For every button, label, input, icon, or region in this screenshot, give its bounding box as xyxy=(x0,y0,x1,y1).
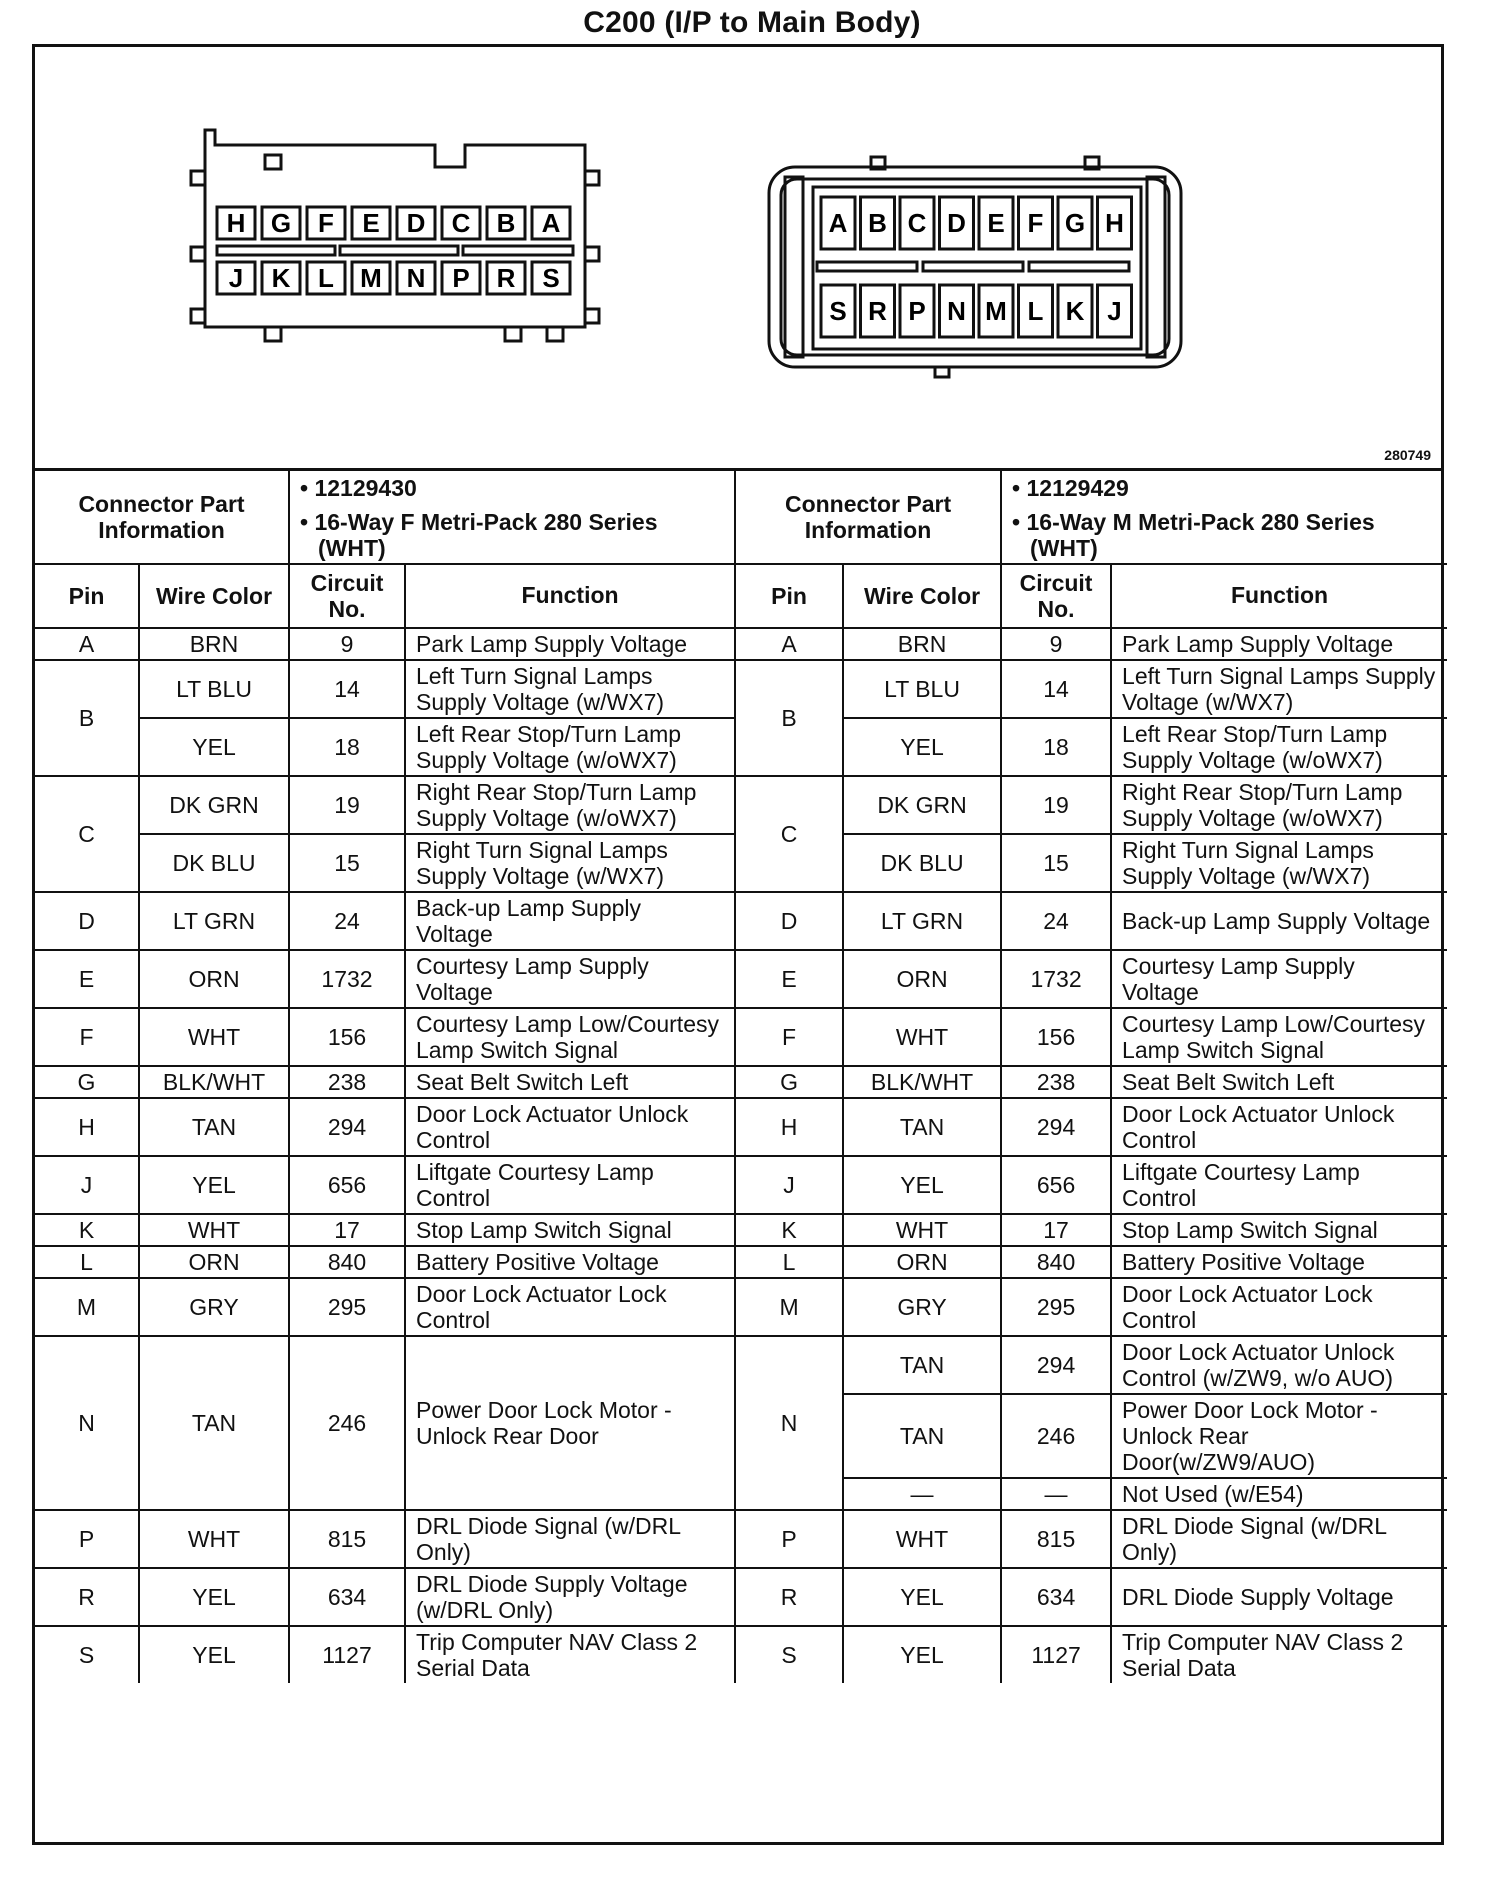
pin-right: S xyxy=(735,1626,843,1683)
function-right: Left Turn Signal Lamps Supply Voltage (w/WX7) xyxy=(1111,660,1447,718)
function-left: Liftgate Courtesy Lamp Control xyxy=(405,1156,735,1214)
pin-right: N xyxy=(735,1336,843,1510)
pin-right: E xyxy=(735,950,843,1008)
function-right: Door Lock Actuator Unlock Control (w/ZW9, w/o AUO) xyxy=(1111,1336,1447,1394)
wire-color-right: LT GRN xyxy=(843,892,1001,950)
function-right: Right Rear Stop/Turn Lamp Supply Voltage (w/oWX7) xyxy=(1111,776,1447,834)
wire-color-left: WHT xyxy=(139,1214,289,1246)
female-pin-R: R xyxy=(496,263,516,293)
male-pin-M: M xyxy=(985,296,1007,326)
connector-info-label-left: Connector Part Information xyxy=(35,471,289,564)
male-pin-R: R xyxy=(868,296,887,326)
wire-color-right: ORN xyxy=(843,1246,1001,1278)
female-latch-left-lower xyxy=(191,309,205,323)
function-left: Door Lock Actuator Lock Control xyxy=(405,1278,735,1336)
table-row xyxy=(35,1278,1447,1336)
circuit-right: 656 xyxy=(1001,1156,1111,1214)
wire-color-right: — xyxy=(843,1478,1001,1510)
function-left: Park Lamp Supply Voltage xyxy=(405,628,735,660)
circuit-left: 815 xyxy=(289,1510,405,1568)
female-pin-G: G xyxy=(270,208,292,238)
pin-right: H xyxy=(735,1098,843,1156)
female-pin-L: L xyxy=(318,263,334,293)
circuit-right: 18 xyxy=(1001,718,1111,776)
wire-color-right: TAN xyxy=(843,1098,1001,1156)
female-pin-D: D xyxy=(406,208,426,238)
function-right: Stop Lamp Switch Signal xyxy=(1111,1214,1447,1246)
circuit-right: 1127 xyxy=(1001,1626,1111,1683)
male-separator-right xyxy=(1029,262,1129,271)
female-pin-M: M xyxy=(360,263,382,293)
table-row xyxy=(35,1156,1447,1214)
male-pin-G: G xyxy=(1064,208,1086,238)
circuit-right: 840 xyxy=(1001,1246,1111,1278)
circuit-left: 18 xyxy=(289,718,405,776)
circuit-left: 634 xyxy=(289,1568,405,1626)
wire-color-right: WHT xyxy=(843,1510,1001,1568)
function-right: Seat Belt Switch Left xyxy=(1111,1066,1447,1098)
male-side-rail-right xyxy=(1147,177,1165,357)
wire-color-left: YEL xyxy=(139,1626,289,1683)
table-row xyxy=(35,1510,1447,1568)
function-right: Courtesy Lamp Low/Courtesy Lamp Switch Signal xyxy=(1111,1008,1447,1066)
female-pin-N: N xyxy=(406,263,426,293)
male-pin-E: E xyxy=(987,208,1005,238)
female-latch-left-top xyxy=(191,171,205,185)
table-row xyxy=(35,1246,1447,1278)
circuit-left: 656 xyxy=(289,1156,405,1214)
circuit-left: 840 xyxy=(289,1246,405,1278)
wire-color-left: YEL xyxy=(139,1156,289,1214)
circuit-right: 634 xyxy=(1001,1568,1111,1626)
circuit-left: 1127 xyxy=(289,1626,405,1683)
function-left: Right Turn Signal Lamps Supply Voltage (w/WX7) xyxy=(405,834,735,892)
circuit-right: 1732 xyxy=(1001,950,1111,1008)
function-left: Seat Belt Switch Left xyxy=(405,1066,735,1098)
male-pin-C: C xyxy=(907,208,927,238)
pin-left: N xyxy=(35,1336,139,1510)
wire-color-right: WHT xyxy=(843,1008,1001,1066)
function-right: Power Door Lock Motor - Unlock Rear Door(w/ZW9/AUO) xyxy=(1111,1394,1447,1478)
circuit-right: 17 xyxy=(1001,1214,1111,1246)
circuit-left: 156 xyxy=(289,1008,405,1066)
circuit-left: 17 xyxy=(289,1214,405,1246)
pin-right: K xyxy=(735,1214,843,1246)
function-right: Park Lamp Supply Voltage xyxy=(1111,628,1447,660)
circuit-left: 15 xyxy=(289,834,405,892)
female-pin-P: P xyxy=(452,263,470,293)
wire-color-right: BLK/WHT xyxy=(843,1066,1001,1098)
function-left: Left Turn Signal Lamps Supply Voltage (w/WX7) xyxy=(405,660,735,718)
male-separator-mid xyxy=(923,262,1023,271)
header-pin-left: Pin xyxy=(35,564,139,628)
wire-color-right: GRY xyxy=(843,1278,1001,1336)
wire-color-left: DK BLU xyxy=(139,834,289,892)
female-pin-H: H xyxy=(226,208,246,238)
function-left: Courtesy Lamp Supply Voltage xyxy=(405,950,735,1008)
circuit-right: 295 xyxy=(1001,1278,1111,1336)
circuit-right: 294 xyxy=(1001,1098,1111,1156)
function-left: Courtesy Lamp Low/Courtesy Lamp Switch Signal xyxy=(405,1008,735,1066)
pin-right: L xyxy=(735,1246,843,1278)
table-row xyxy=(35,950,1447,1008)
circuit-right: — xyxy=(1001,1478,1111,1510)
male-separator-left xyxy=(817,262,917,271)
wire-color-left: WHT xyxy=(139,1510,289,1568)
female-pin-C: C xyxy=(451,208,471,238)
table-row xyxy=(35,1008,1447,1066)
function-right: Left Rear Stop/Turn Lamp Supply Voltage (w/oWX7) xyxy=(1111,718,1447,776)
circuit-left: 1732 xyxy=(289,950,405,1008)
female-pin-K: K xyxy=(271,263,291,293)
pin-left: B xyxy=(35,660,139,776)
wire-color-right: WHT xyxy=(843,1214,1001,1246)
pin-left: K xyxy=(35,1214,139,1246)
male-pin-N: N xyxy=(947,296,966,326)
female-pin-F: F xyxy=(318,208,334,238)
header-function-left: Function xyxy=(405,564,735,628)
pin-right: G xyxy=(735,1066,843,1098)
pin-right: J xyxy=(735,1156,843,1214)
wire-color-right: YEL xyxy=(843,1568,1001,1626)
circuit-left: 24 xyxy=(289,892,405,950)
circuit-right: 24 xyxy=(1001,892,1111,950)
circuit-right: 156 xyxy=(1001,1008,1111,1066)
pin-right: R xyxy=(735,1568,843,1626)
circuit-right: 246 xyxy=(1001,1394,1111,1478)
male-pin-K: K xyxy=(1065,296,1085,326)
table-row xyxy=(35,1568,1447,1626)
wire-color-right: YEL xyxy=(843,1626,1001,1683)
circuit-right: 238 xyxy=(1001,1066,1111,1098)
function-left: Door Lock Actuator Unlock Control xyxy=(405,1098,735,1156)
male-pin-B: B xyxy=(868,208,887,238)
female-pin-E: E xyxy=(362,208,380,238)
pin-left: M xyxy=(35,1278,139,1336)
male-pin-P: P xyxy=(908,296,926,326)
connector-info-right: • 12129429 • 16-Way M Metri-Pack 280 Series (WHT) xyxy=(1001,471,1447,564)
wire-color-left: BRN xyxy=(139,628,289,660)
circuit-right: 815 xyxy=(1001,1510,1111,1568)
connector-drawings xyxy=(35,47,1441,468)
wire-color-left: DK GRN xyxy=(139,776,289,834)
table-row xyxy=(35,1066,1447,1098)
pin-left: C xyxy=(35,776,139,892)
male-latch-bottom xyxy=(935,367,949,377)
table-row xyxy=(35,660,1447,718)
female-latch-right-top xyxy=(585,171,599,185)
wire-color-left: YEL xyxy=(139,718,289,776)
connector-diagram xyxy=(35,47,1441,471)
circuit-left: 295 xyxy=(289,1278,405,1336)
female-latch-left-bottom xyxy=(191,247,205,261)
circuit-right: 14 xyxy=(1001,660,1111,718)
pin-right: C xyxy=(735,776,843,892)
wire-color-right: ORN xyxy=(843,950,1001,1008)
circuit-left: 19 xyxy=(289,776,405,834)
function-right: Right Turn Signal Lamps Supply Voltage (w/WX7) xyxy=(1111,834,1447,892)
part-description-left: 16-Way F Metri-Pack 280 Series (WHT) xyxy=(314,509,658,561)
circuit-right: 294 xyxy=(1001,1336,1111,1394)
circuit-left: 14 xyxy=(289,660,405,718)
table-row xyxy=(35,1336,1447,1394)
pin-right: A xyxy=(735,628,843,660)
wire-color-left: LT BLU xyxy=(139,660,289,718)
pin-left: H xyxy=(35,1098,139,1156)
pin-left: J xyxy=(35,1156,139,1214)
female-pin-A: A xyxy=(541,208,561,238)
wire-color-left: TAN xyxy=(139,1098,289,1156)
connector-info-label-right: Connector Part Information xyxy=(735,471,1001,564)
female-separator-mid xyxy=(340,246,458,255)
function-left: Left Rear Stop/Turn Lamp Supply Voltage (w/oWX7) xyxy=(405,718,735,776)
female-pin-J: J xyxy=(228,263,244,293)
circuit-left: 294 xyxy=(289,1098,405,1156)
wire-color-left: WHT xyxy=(139,1008,289,1066)
pin-left: E xyxy=(35,950,139,1008)
male-pin-A: A xyxy=(828,208,848,238)
wire-color-left: ORN xyxy=(139,1246,289,1278)
function-left: DRL Diode Supply Voltage (w/DRL Only) xyxy=(405,1568,735,1626)
male-pin-J: J xyxy=(1107,296,1122,326)
male-pin-L: L xyxy=(1027,296,1044,326)
table-row xyxy=(35,1098,1447,1156)
female-tab-bottom-far xyxy=(547,327,563,341)
header-wire-left: Wire Color xyxy=(139,564,289,628)
female-pin-S: S xyxy=(542,263,560,293)
function-left: DRL Diode Signal (w/DRL Only) xyxy=(405,1510,735,1568)
connector-info-row xyxy=(35,471,1447,564)
circuit-left: 246 xyxy=(289,1336,405,1510)
female-tab-top-left xyxy=(265,155,281,169)
header-function-right: Function xyxy=(1111,564,1447,628)
function-right: Door Lock Actuator Lock Control xyxy=(1111,1278,1447,1336)
female-tab-bottom-left xyxy=(265,327,281,341)
function-left: Stop Lamp Switch Signal xyxy=(405,1214,735,1246)
pin-right: B xyxy=(735,660,843,776)
function-left: Battery Positive Voltage xyxy=(405,1246,735,1278)
circuit-left: 9 xyxy=(289,628,405,660)
pin-left: F xyxy=(35,1008,139,1066)
function-right: Trip Computer NAV Class 2 Serial Data xyxy=(1111,1626,1447,1683)
pin-right: F xyxy=(735,1008,843,1066)
figure-number: 280749 xyxy=(1384,447,1431,463)
wire-color-right: YEL xyxy=(843,1156,1001,1214)
wire-color-right: DK BLU xyxy=(843,834,1001,892)
function-left: Back-up Lamp Supply Voltage xyxy=(405,892,735,950)
table-row xyxy=(35,1214,1447,1246)
circuit-right: 9 xyxy=(1001,628,1111,660)
male-pin-D: D xyxy=(947,208,966,238)
wire-color-right: YEL xyxy=(843,718,1001,776)
male-pin-H: H xyxy=(1105,208,1124,238)
function-right: Courtesy Lamp Supply Voltage xyxy=(1111,950,1447,1008)
pin-right: P xyxy=(735,1510,843,1568)
circuit-right: 19 xyxy=(1001,776,1111,834)
male-side-rail-left xyxy=(785,177,803,357)
part-number-right: 12129429 xyxy=(1026,475,1129,501)
female-latch-right-lower xyxy=(585,309,599,323)
function-left: Right Rear Stop/Turn Lamp Supply Voltage (w/oWX7) xyxy=(405,776,735,834)
pin-left: L xyxy=(35,1246,139,1278)
function-right: Battery Positive Voltage xyxy=(1111,1246,1447,1278)
pin-left: G xyxy=(35,1066,139,1098)
function-left: Power Door Lock Motor - Unlock Rear Door xyxy=(405,1336,735,1510)
pin-left: S xyxy=(35,1626,139,1683)
female-pin-B: B xyxy=(496,208,516,238)
pin-right: D xyxy=(735,892,843,950)
pin-left: R xyxy=(35,1568,139,1626)
male-pin-S: S xyxy=(829,296,847,326)
pinout-table xyxy=(35,471,1447,1683)
female-latch-right-bottom xyxy=(585,247,599,261)
header-wire-right: Wire Color xyxy=(843,564,1001,628)
table-row xyxy=(35,628,1447,660)
wire-color-right: TAN xyxy=(843,1394,1001,1478)
column-header-row xyxy=(35,564,1447,628)
male-pin-F: F xyxy=(1027,208,1044,238)
pin-left: D xyxy=(35,892,139,950)
header-circuit-right: Circuit No. xyxy=(1001,564,1111,628)
circuit-right: 15 xyxy=(1001,834,1111,892)
pin-right: M xyxy=(735,1278,843,1336)
wire-color-left: TAN xyxy=(139,1336,289,1510)
wire-color-left: YEL xyxy=(139,1568,289,1626)
circuit-left: 238 xyxy=(289,1066,405,1098)
function-left: Trip Computer NAV Class 2 Serial Data xyxy=(405,1626,735,1683)
part-description-right: 16-Way M Metri-Pack 280 Series (WHT) xyxy=(1026,509,1375,561)
part-number-left: 12129430 xyxy=(314,475,417,501)
table-row xyxy=(35,1626,1447,1683)
wire-color-right: DK GRN xyxy=(843,776,1001,834)
header-circuit-left: Circuit No. xyxy=(289,564,405,628)
wire-color-left: ORN xyxy=(139,950,289,1008)
wire-color-right: LT BLU xyxy=(843,660,1001,718)
connector-sheet xyxy=(32,44,1444,1845)
table-row xyxy=(35,892,1447,950)
function-right: Not Used (w/E54) xyxy=(1111,1478,1447,1510)
female-tab-bottom-right xyxy=(505,327,521,341)
function-right: Door Lock Actuator Unlock Control xyxy=(1111,1098,1447,1156)
female-separator-left xyxy=(217,246,335,255)
function-right: DRL Diode Supply Voltage xyxy=(1111,1568,1447,1626)
pin-left: P xyxy=(35,1510,139,1568)
wire-color-right: BRN xyxy=(843,628,1001,660)
function-right: DRL Diode Signal (w/DRL Only) xyxy=(1111,1510,1447,1568)
connector-info-left: • 12129430 • 16-Way F Metri-Pack 280 Series (WHT) xyxy=(289,471,735,564)
function-right: Liftgate Courtesy Lamp Control xyxy=(1111,1156,1447,1214)
female-separator-right xyxy=(463,246,573,255)
table-row xyxy=(35,776,1447,834)
function-right: Back-up Lamp Supply Voltage xyxy=(1111,892,1447,950)
wire-color-left: BLK/WHT xyxy=(139,1066,289,1098)
header-pin-right: Pin xyxy=(735,564,843,628)
wire-color-right: TAN xyxy=(843,1336,1001,1394)
wire-color-left: GRY xyxy=(139,1278,289,1336)
wire-color-left: LT GRN xyxy=(139,892,289,950)
page-title: C200 (I/P to Main Body) xyxy=(583,6,921,39)
pin-left: A xyxy=(35,628,139,660)
